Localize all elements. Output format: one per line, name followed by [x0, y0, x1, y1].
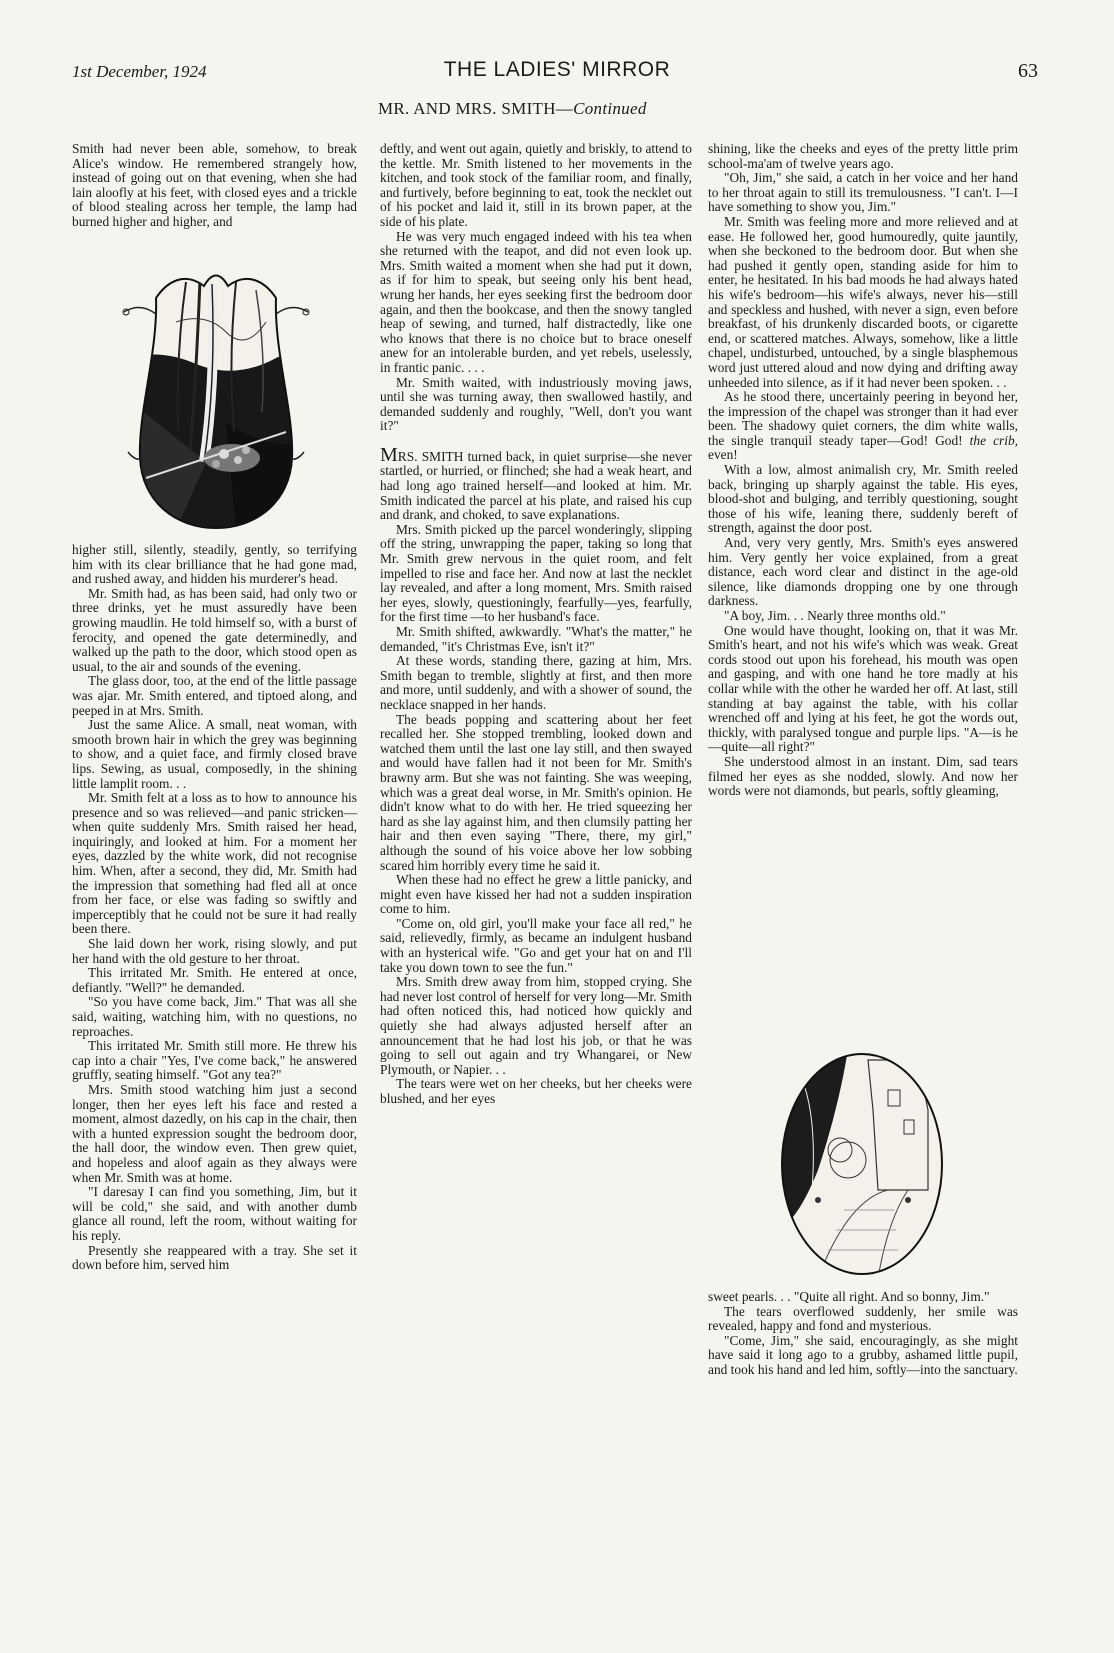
- paragraph: The tears were wet on her cheeks, but her cheeks were blushed, and her eyes: [380, 1076, 692, 1106]
- paragraph-text: RS. SMITH turned back, in quiet surprise—she never startled, or hurried, or flinched; she had a weak heart, and had long ago trained herself—and looked at him. Mr. Smith indicated the parcel at his plate, and raised his cup and drank, and choked, to save explanations.: [380, 448, 692, 523]
- paragraph: She laid down her work, rising slowly, and put her hand with the old gesture to her throat.: [72, 936, 357, 966]
- paragraph: Presently she reappeared with a tray. She set it down before him, served him: [72, 1242, 357, 1273]
- paragraph: "Oh, Jim," she said, a catch in her voice and her hand to her throat again to still its tremulousness. "I can't. I—I have something to show you, Jim.": [708, 170, 1018, 215]
- paragraph: deftly, and went out again, quietly and briskly, to attend to the kettle. Mr. Smith listened to her movements in the kitchen, and took stock of the familiar room, and finally, and furtively, before beginning to eat, took the necklet out of his pocket and laid it, still in its brown paper, at the side of his plate.: [380, 141, 692, 229]
- paragraph: [708, 390, 1018, 463]
- magazine-title: THE LADIES' MIRROR: [443, 58, 671, 81]
- paragraph: "Come, Jim," she said, encouragingly, as she might have said it long ago to a grubby, ashamed little pupil, and took his hand and led him, softly—into the sanctuary.: [708, 1332, 1018, 1377]
- subtitle-continued: Continued: [573, 99, 647, 118]
- page-number: 63: [1018, 60, 1038, 82]
- drop-cap: M: [380, 443, 398, 466]
- column-1-top: [72, 142, 357, 230]
- paragraph-dropcap: [380, 443, 692, 523]
- paragraph: At these words, standing there, gazing at him, Mrs. Smith began to tremble, slightly at first, and then more and more, until suddenly, and with a shower of sound, the necklace snapped in her hands.: [380, 653, 692, 712]
- paragraph: "I daresay I can find you something, Jim, but it will be cold," she said, and with another dumb glance all round, left the room, without waiting for his reply.: [72, 1184, 357, 1243]
- paragraph: When these had no effect he grew a little panicky, and might even have kissed her had not a sudden inspiration come to him.: [380, 872, 692, 917]
- subtitle-text: MR. AND MRS. SMITH—: [378, 99, 574, 118]
- paragraph: Mrs. Smith stood watching him just a second longer, then her eyes left his face and rested a moment, almost dazedly, on his cap in the chair, then with a hunted expression sought the bedroom door, the hall door, the window even. Then grew quiet, and hopeless and aloof again as they always were when Mr. Smith was at home.: [72, 1081, 357, 1185]
- forest-illustration: [116, 262, 316, 530]
- paragraph: Mrs. Smith picked up the parcel wonderingly, slipping off the string, unwrapping the paper, taking so long that Mr. Smith grew nervous in the quiet room, and felt impelled to rise and face her. And now at last the necklet lay revealed, and after a long moment, Mrs. Smith raised her eyes, slowly, questioningly, fearfully—yes, fearfully, for the first time —to her husband's face.: [380, 521, 692, 625]
- paragraph: This irritated Mr. Smith. He entered at once, defiantly. "Well?" he demanded.: [72, 965, 357, 995]
- paragraph: Mr. Smith had, as has been said, had only two or three drinks, yet he must assuredly have been growing maudlin. He told himself so, with a burst of ferocity, and opened the gate determinedly, and walked up the path to the door, which stood open as usual, to the air and sounds of the evening.: [72, 585, 357, 674]
- paragraph: This irritated Mr. Smith still more. He threw his cap into a chair "Yes, I've come back," he answered gruffly, seating himself. "Got any tea?": [72, 1038, 357, 1083]
- paragraph: One would have thought, looking on, that it was Mr. Smith's heart, and not his wife's which was weak. Great cords stood out upon his forehead, his mouth was open and gasping, and with one hand he tore madly at his collar while with the other he warded her off. At last, still standing at bay against the table, with his collar wrenched off and lying at his feet, he got the words out, thickly, with paralysed tongue and purple lips. "A—is he —quite—all right?": [708, 622, 1018, 755]
- paragraph: "So you have come back, Jim." That was all she said, waiting, watching him, with no questions, no reproaches.: [72, 994, 357, 1039]
- paragraph: The tears overflowed suddenly, her smile was revealed, happy and fond and mysterious.: [708, 1303, 1018, 1334]
- paragraph: "Come on, old girl, you'll make your face all red," he said, relievedly, firmly, as became an indulgent husband with an hysterical wife. "Go and get your hat on and I'll take you down town to see the fun.": [380, 915, 692, 975]
- article-subtitle: [378, 99, 647, 119]
- header-date: 1st December, 1924: [72, 62, 207, 81]
- paragraph: Smith had never been able, somehow, to break Alice's window. He remembered strangely how, instead of going out on that evening, when she had lain aloofly at his feet, with closed eyes and a trickle of blood stealing across her temple, the lamp had burned higher and higher, and: [72, 141, 357, 229]
- column-2: [380, 142, 692, 1107]
- paragraph-text-end: even!: [708, 447, 738, 463]
- paragraph: And, very very gently, Mrs. Smith's eyes answered him. Very gently her voice explained, from a great distance, each word clear and distinct in the age-old silence, like diamonds dropping one by one through darkness.: [708, 535, 1018, 609]
- paragraph: Mr. Smith was feeling more and more relieved and at ease. He followed her, good humouredly, quite jauntily, when she beckoned to the bedroom door. But when she had pushed it gently open, standing aside for him to enter, he hesitated. In his bad moods he had always hated his wife's bedroom—his wife's always, never his—still and speckless and hushed, with never a sign, even before breakfast, of his drunkenly discarded boots, or cigarette end, or scattered matches. Always, somehow, like a little chapel, undisturbed, untouched, by a single blasphemous word just uttered aloud and now dying and drifting away unheeded into silence, as if it had never been spoken. . .: [708, 213, 1018, 390]
- paragraph: "A boy, Jim. . . Nearly three months old.": [724, 608, 946, 623]
- oval-garden-illustration: [778, 1050, 946, 1278]
- paragraph: He was very much engaged indeed with his tea when she returned with the teapot, and did not even look up. Mrs. Smith waited a moment when she had put it down, as if for him to speak, but seeing only his bent head, wrung her hands, her eyes seeking first the bedroom door again, and then the bookcase, and then the snowy tangled heap of sewing, and turned, half distractedly, like one who knows that there is no choice but to brace oneself anew for an intolerable burden, and yet rebels, uselessly, in frantic panic. . . .: [380, 228, 692, 375]
- paragraph: Mrs. Smith drew away from him, stopped crying. She had never lost control of herself for very long—Mr. Smith had often noticed this, had noticed how quickly and quietly she had always adjusted herself after an announcement that he had lost his job, or that he was going to sell out again and try Whangarei, or New Plymouth, or Napier. . .: [380, 974, 692, 1077]
- column-3-top: [708, 142, 1018, 799]
- column-1-bottom: [72, 543, 357, 1273]
- paragraph-text: As he stood there, uncertainly peering in beyond her, the impression of the chapel was stronger than it had ever been. The shadowy quiet corners, the dim white walls, the single tranquil steady taper—God! God!: [708, 389, 1018, 448]
- paragraph: Mr. Smith shifted, awkwardly. "What's the matter," he demanded, "it's Christmas Eve, isn't it?": [380, 624, 692, 654]
- paragraph: The glass door, too, at the end of the little passage was ajar. Mr. Smith entered, and tiptoed along, and peeped in at Mrs. Smith.: [72, 673, 357, 718]
- emphasis-text: the crib,: [962, 432, 1018, 448]
- paragraph: With a low, almost animalish cry, Mr. Smith reeled back, bringing up sharply against the table. His eyes, blood-shot and bulging, and terribly questioning, sought those of his wife, leaning there, suddenly bereft of strength, against the door post.: [708, 462, 1018, 536]
- paragraph: sweet pearls. . . "Quite all right. And so bonny, Jim.": [708, 1289, 990, 1304]
- paragraph: shining, like the cheeks and eyes of the pretty little prim school-ma'am of twelve years ago.: [708, 141, 1018, 171]
- paragraph: Just the same Alice. A small, neat woman, with smooth brown hair in which the grey was beginning to show, and a quiet face, and firmly closed brave lips. Sewing, as usual, composedly, in the shining little lamplit room. . .: [72, 717, 357, 791]
- paragraph: The beads popping and scattering about her feet recalled her. She stopped trembling, looked down and watched them until the last one lay still, and then swayed and would have fallen had it not been for Mr. Smith's brawny arm. But she was not fainting. She was weeping, which was a great deal worse, in Mr. Smith's opinion. He didn't know what to do with her. He tried squeezing her hard as she lay against him, and then clumsily patting her hair and then even saying "There, there, my girl," although the sound of his voice above her low sobbing scared him horribly every time he said it.: [380, 711, 692, 873]
- paragraph: higher still, silently, steadily, gently, so terrifying him with its clear brilliance that he had gone mad, and rushed away, and hidden his murderer's head.: [72, 542, 357, 587]
- paragraph: She understood almost in an instant. Dim, sad tears filmed her eyes as she nodded, slowly. And now her words were not diamonds, but pearls, softly gleaming,: [708, 753, 1018, 799]
- paragraph: Mr. Smith felt at a loss as to how to announce his presence and so was relieved—and panic stricken—when quite suddenly Mrs. Smith raised her head, inquiringly, and looked at him. For a moment her eyes, dazzled by the white work, did not recognise him. When, after a second, they did, Mr. Smith had the impression that something had fled all at once from her face, or else was fading so swiftly and imperceptibly that he could not be sure it had really been there.: [72, 790, 357, 937]
- paragraph: Mr. Smith waited, with industriously moving jaws, until she was turning away, then swallowed hastily, and demanded suddenly and roughly, "Well, don't you want it?": [380, 374, 692, 434]
- column-3-bottom: [708, 1290, 1018, 1378]
